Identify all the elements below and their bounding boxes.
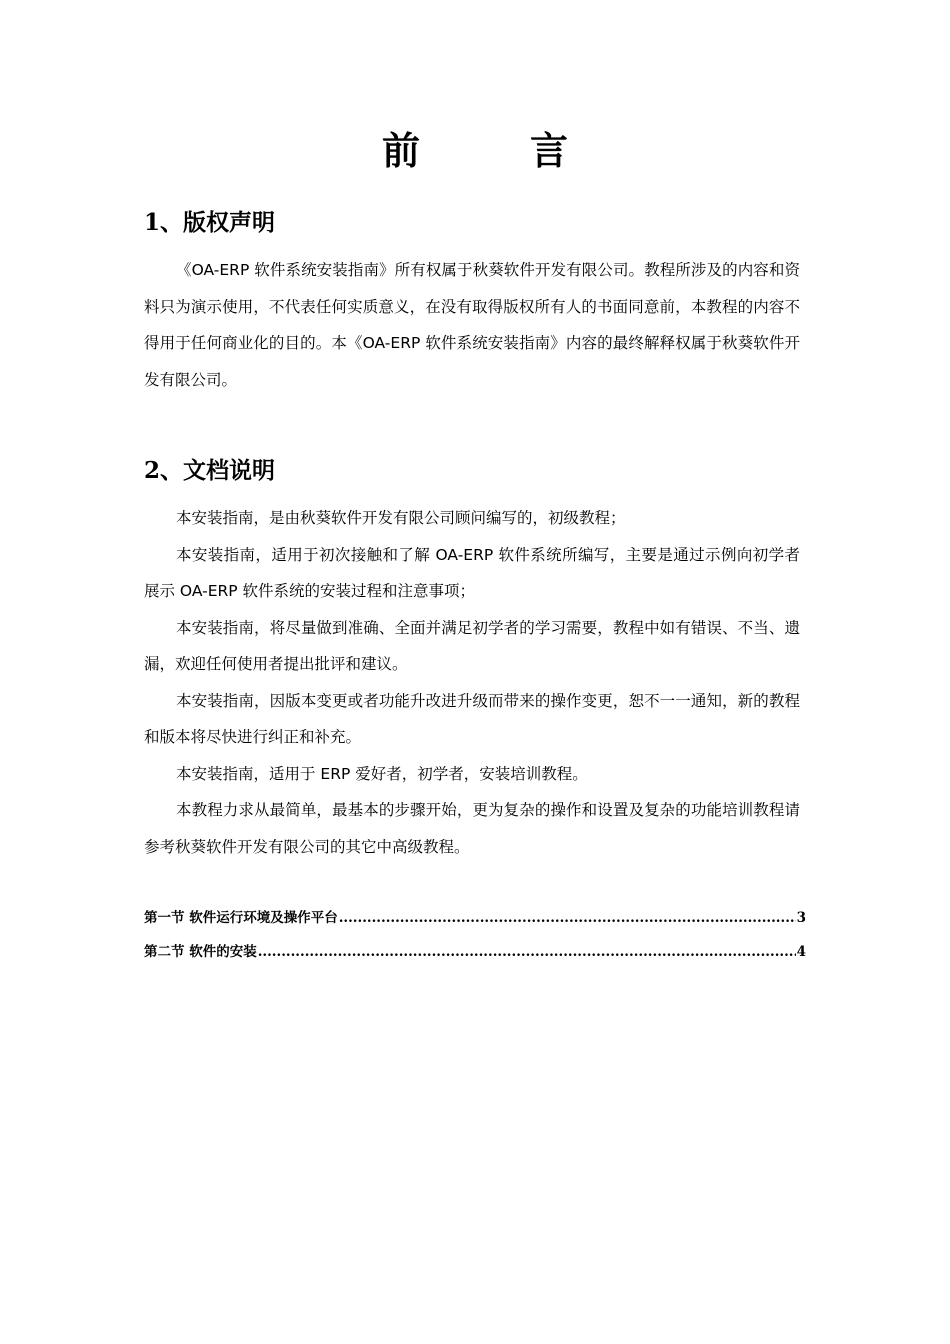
page-title: 前 言 <box>381 128 604 173</box>
section-heading-document-notes: 2、文档说明 <box>144 457 276 484</box>
toc-entry-page-number: 4 <box>796 944 806 960</box>
toc-entry-section-2[interactable] <box>144 940 806 974</box>
section-copyright <box>144 208 800 398</box>
notes-paragraph-2: 本安装指南，适用于初次接触和了解 OA-ERP 软件系统所编写，主要是通过示例向初学者展示 OA-ERP 软件系统的安装过程和注意事项； <box>144 545 800 600</box>
toc-entry-label: 第一节 软件运行环境及操作平台 <box>144 910 338 926</box>
notes-paragraph-4: 本安装指南，因版本变更或者功能升改进升级而带来的操作变更，恕不一一通知，新的教程和版本将尽快进行纠正和补充。 <box>144 691 800 746</box>
toc-entry-label: 第二节 软件的安装 <box>144 944 257 960</box>
section-document-notes <box>144 456 800 865</box>
notes-paragraph-3: 本安装指南，将尽量做到准确、全面并满足初学者的学习需要，教程中如有错误、不当、遗漏，欢迎任何使用者提出批评和建议。 <box>144 618 800 673</box>
toc-entry-section-1[interactable] <box>144 906 806 940</box>
toc-dot-leader <box>258 940 796 964</box>
toc-entry-page-number: 3 <box>796 910 806 926</box>
notes-paragraph-5: 本安装指南，适用于 ERP 爱好者，初学者，安装培训教程。 <box>176 764 588 783</box>
section-heading-copyright: 1、版权声明 <box>144 209 276 236</box>
notes-paragraph-6: 本教程力求从最简单，最基本的步骤开始，更为复杂的操作和设置及复杂的功能培训教程请参考秋葵软件开发有限公司的其它中高级教程。 <box>144 801 800 856</box>
table-of-contents <box>144 906 806 974</box>
toc-dot-leader <box>339 906 796 930</box>
copyright-paragraph: 《OA-ERP 软件系统安装指南》所有权属于秋葵软件开发有限公司。教程所涉及的内容和资料只为演示使用，不代表任何实质意义，在没有取得版权所有人的书面同意前，本教程的内容不得用于任何商业化的目的。本《OA-ERP 软件系统安装指南》内容的最终解释权属于秋葵软件开发有限公司。 <box>144 261 800 389</box>
notes-paragraph-1: 本安装指南，是由秋葵软件开发有限公司顾问编写的，初级教程； <box>176 509 626 527</box>
